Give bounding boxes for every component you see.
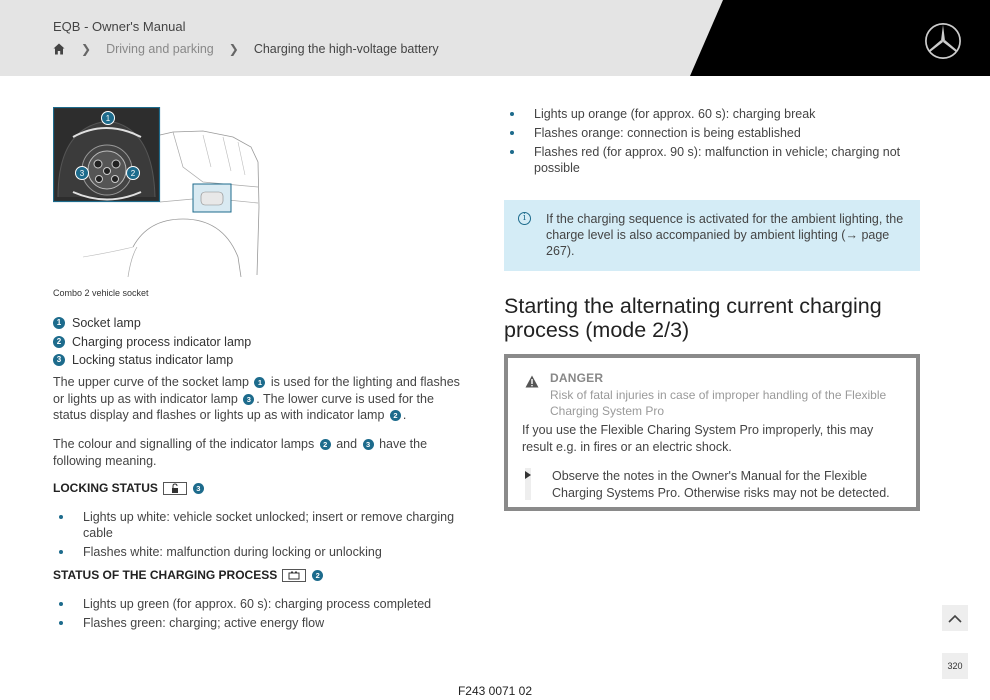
number-badge: 2 bbox=[312, 570, 323, 581]
figure-caption: Combo 2 vehicle socket bbox=[53, 288, 149, 298]
callout-1 bbox=[102, 112, 115, 125]
danger-warning bbox=[504, 354, 920, 511]
list-item: Lights up green (for approx. 60 s): charging process completed bbox=[53, 596, 483, 612]
info-text: If the charging sequence is activated for the ambient lighting, the charge level is also accompanied by ambient lighting (→ page 267). bbox=[546, 212, 904, 258]
legend-item bbox=[53, 351, 251, 370]
breadcrumb-driving[interactable]: Driving and parking bbox=[106, 42, 214, 56]
indicator-meaning-intro: The colour and signalling of the indicator lamps 2 and 3 have the following meaning. bbox=[53, 437, 428, 468]
breadcrumb-current: Charging the high-voltage battery bbox=[253, 42, 439, 56]
locking-status-heading: LOCKING STATUS 3 bbox=[53, 481, 204, 495]
list-item: Lights up white: vehicle socket unlocked; insert or remove charging cable bbox=[53, 509, 483, 541]
list-item: Flashes green: charging; active energy flow bbox=[53, 615, 483, 631]
number-badge: 3 bbox=[193, 483, 204, 494]
danger-subtitle: Risk of fatal injuries in case of improper handling of the Flexible Charging System Pro bbox=[550, 388, 887, 418]
chevron-right-icon: ❯ bbox=[81, 42, 92, 56]
charging-status-heading: STATUS OF THE CHARGING PROCESS 2 bbox=[53, 568, 323, 582]
chevron-right-icon: ❯ bbox=[228, 42, 239, 56]
number-badge: 2 bbox=[390, 410, 401, 421]
number-badge: 3 bbox=[243, 394, 254, 405]
breadcrumb bbox=[53, 42, 439, 56]
number-badge: 3 bbox=[53, 354, 65, 366]
danger-instruction bbox=[525, 468, 905, 501]
page-number-badge: 320 bbox=[942, 653, 968, 679]
section-title: Starting the alternating current charging process (mode 2/3) bbox=[504, 294, 882, 342]
instruction-text: Observe the notes in the Owner's Manual for the Flexible Charging Systems Pro. Otherwise risks may not be detected. bbox=[552, 469, 890, 500]
figure-code: F243 0071 02 bbox=[457, 684, 533, 698]
danger-body: If you use the Flexible Charing System Pro improperly, this may result e.g. in fires or an electric shock. bbox=[522, 423, 874, 454]
number-badge: 3 bbox=[363, 439, 374, 450]
arrow-right-icon bbox=[525, 468, 531, 500]
danger-title: DANGER bbox=[550, 371, 604, 385]
list-item: Flashes red (for approx. 90 s): malfunction in vehicle; charging not possible bbox=[504, 144, 920, 176]
mercedes-star-logo bbox=[924, 22, 962, 60]
info-note bbox=[504, 200, 920, 271]
svg-text:2: 2 bbox=[130, 169, 136, 178]
scroll-to-top-button[interactable] bbox=[942, 605, 968, 631]
number-badge: 2 bbox=[320, 439, 331, 450]
legend-label: Charging process indicator lamp bbox=[72, 334, 252, 349]
number-badge: 1 bbox=[53, 317, 65, 329]
legend-label: Locking status indicator lamp bbox=[72, 353, 234, 368]
callout-legend bbox=[53, 314, 251, 370]
locking-status-list bbox=[53, 509, 483, 563]
warning-triangle-icon bbox=[525, 375, 539, 388]
callout-2 bbox=[127, 167, 140, 180]
number-badge: 1 bbox=[254, 377, 265, 388]
page-header bbox=[0, 0, 990, 76]
info-icon: i bbox=[518, 212, 531, 225]
padlock-open-icon bbox=[163, 482, 187, 495]
callout-3 bbox=[76, 167, 89, 180]
charging-status-list-continued bbox=[504, 106, 920, 179]
charging-status-list bbox=[53, 596, 483, 634]
legend-label: Socket lamp bbox=[72, 316, 141, 331]
home-icon[interactable] bbox=[53, 43, 65, 55]
socket-lamp-description: The upper curve of the socket lamp 1 is used for the lighting and flashes or lights up as with indicator lamp 3 . The lower curve is used for the status display and flashes or lights up as with indicator lamp 2 . bbox=[53, 375, 460, 422]
doc-title: EQB - Owner's Manual bbox=[53, 19, 186, 34]
legend-item bbox=[53, 314, 251, 333]
svg-text:1: 1 bbox=[105, 114, 111, 123]
number-badge: 2 bbox=[53, 336, 65, 348]
vehicle-socket-illustration bbox=[53, 107, 260, 277]
list-item: Flashes orange: connection is being established bbox=[504, 125, 920, 141]
svg-text:3: 3 bbox=[79, 169, 85, 178]
battery-icon bbox=[282, 569, 306, 582]
list-item: Lights up orange (for approx. 60 s): charging break bbox=[504, 106, 920, 122]
chevron-up-icon bbox=[948, 614, 962, 623]
legend-item bbox=[53, 333, 251, 352]
list-item: Flashes white: malfunction during locking or unlocking bbox=[53, 544, 483, 560]
